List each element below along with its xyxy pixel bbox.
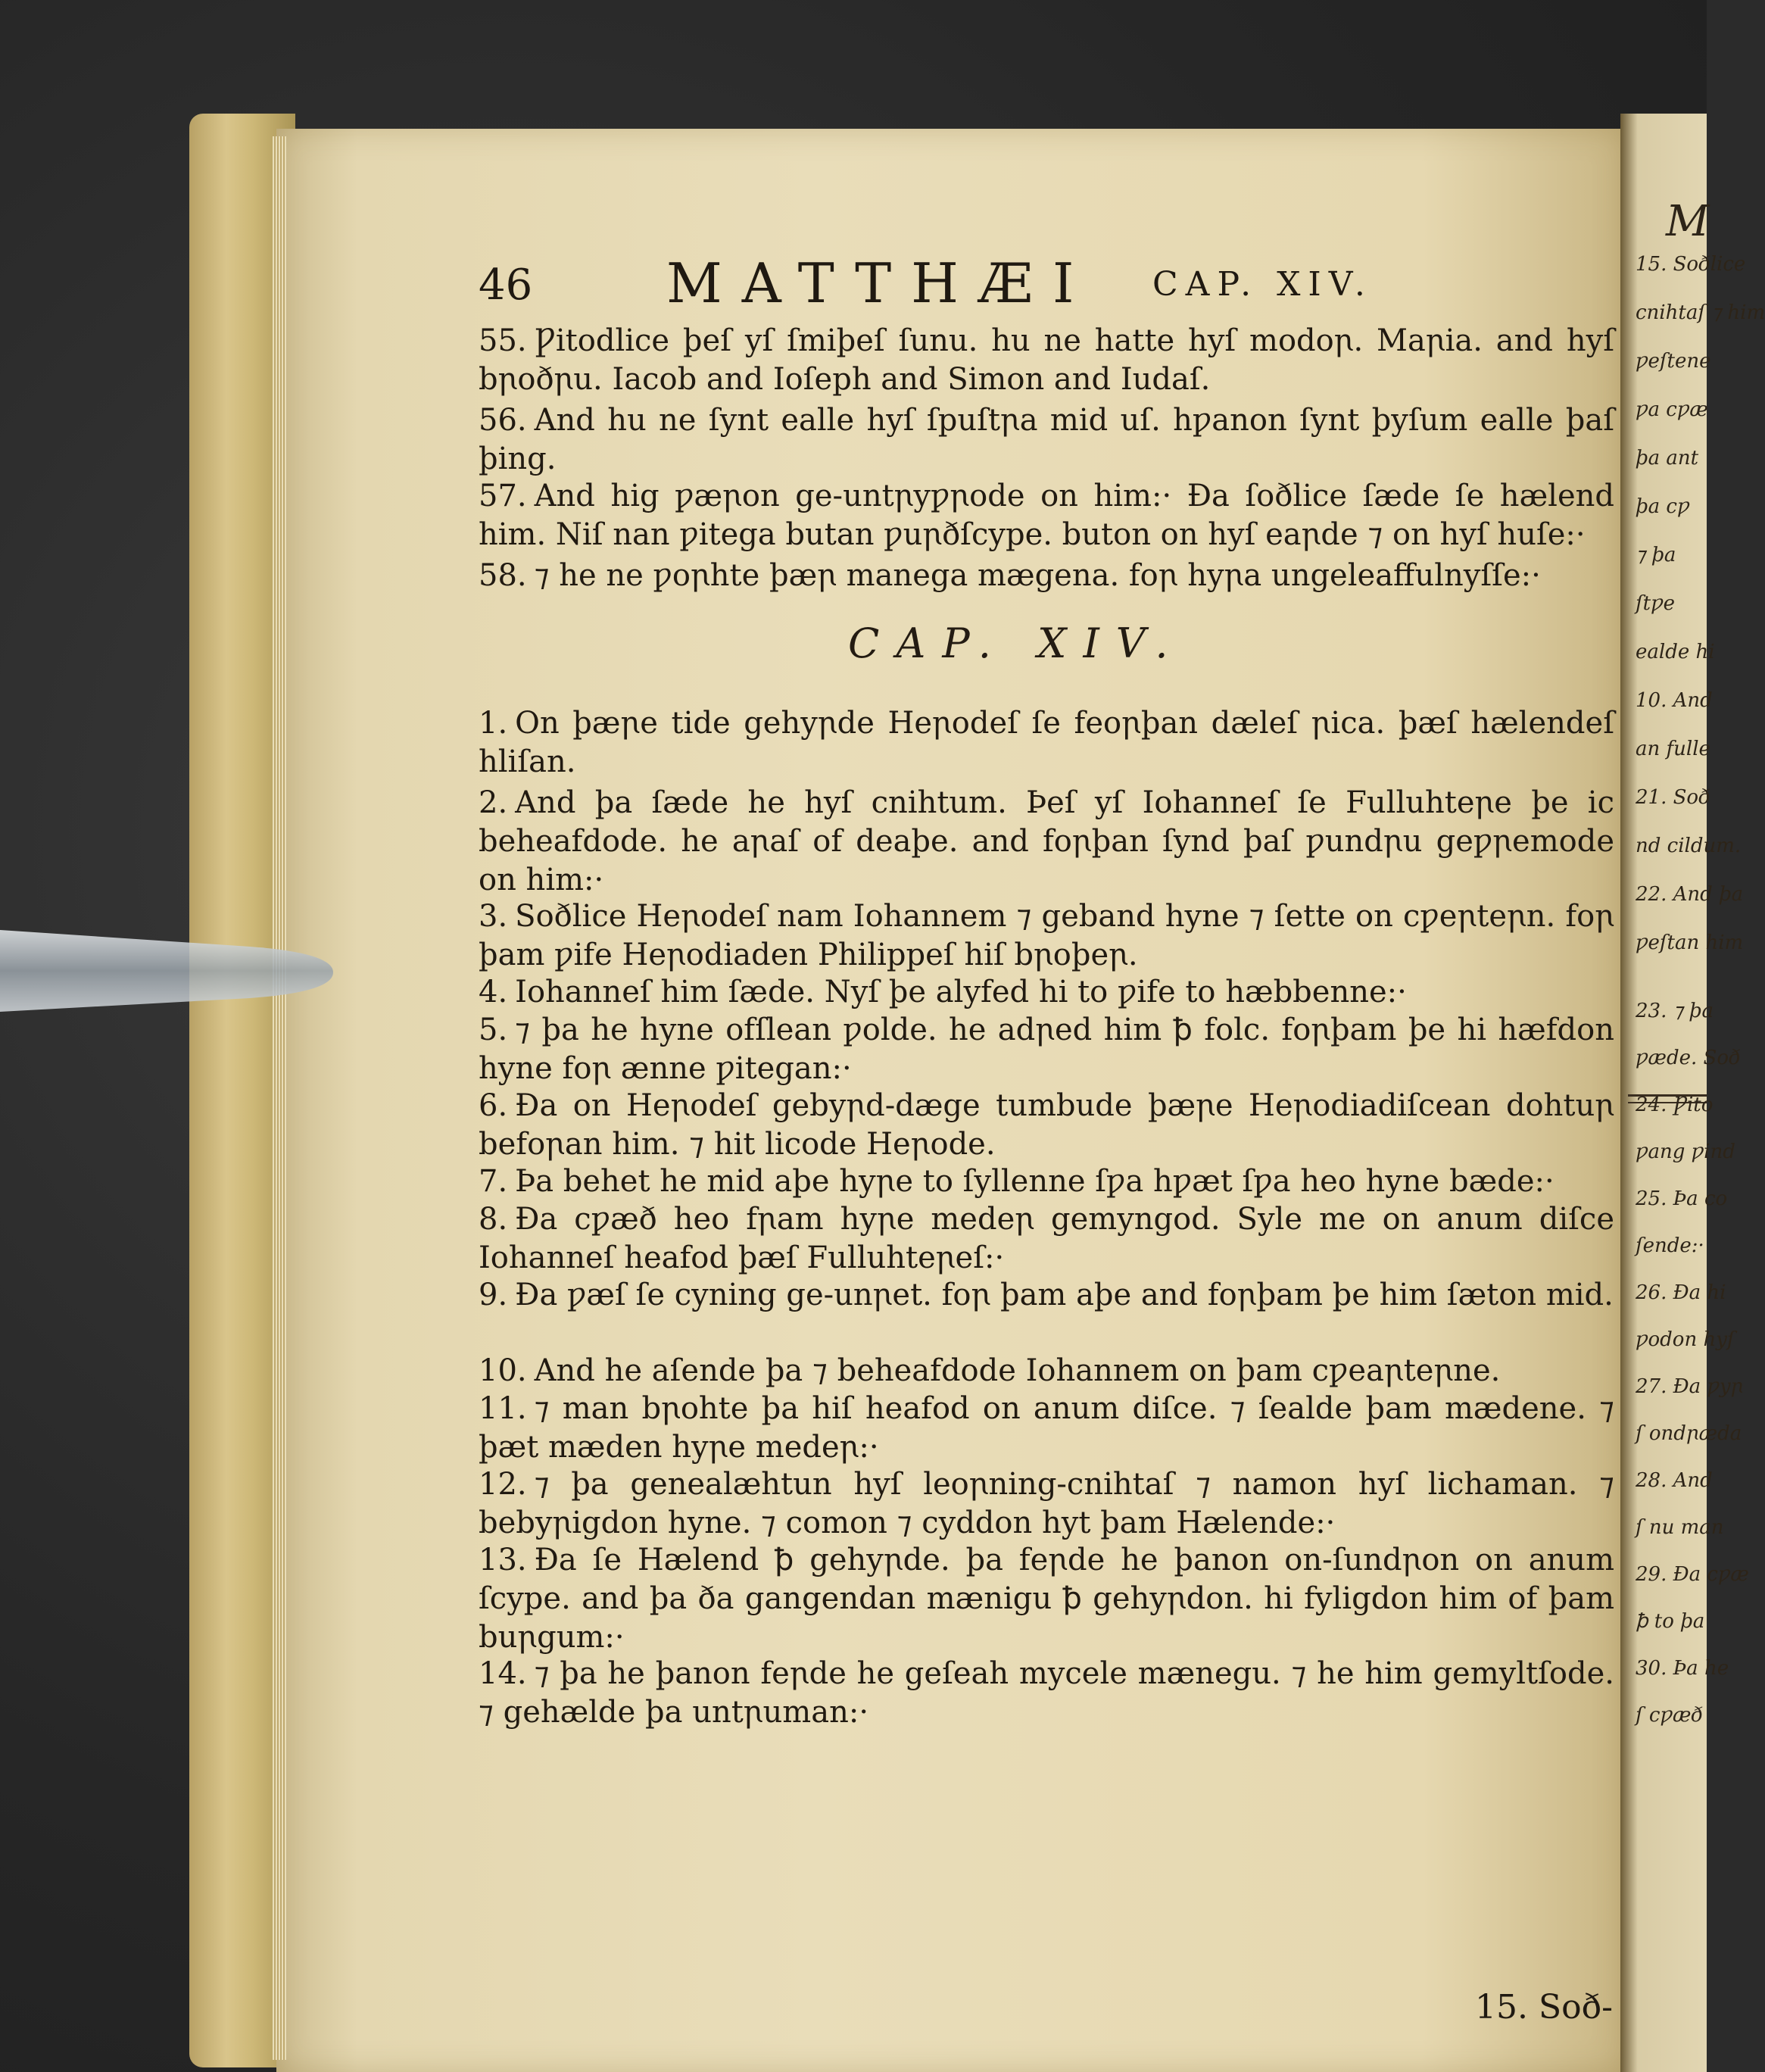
verse-text: Iohanneſ him ſæde. Nyſ þe alyfed hi to ƿife to hæbbenne:· xyxy=(515,975,1407,1009)
verse-text: ⁊ he ne ƿoꞃhte þæꞃ manega mægena. foꞃ hyꞃa ungeleaffulnyſſe:· xyxy=(534,558,1541,593)
verse-text: Ða cƿæð heo fꞃam hyꞃe medeꞃ gemyngod. Syle me on anum diſce Iohanneſ heafod þæſ Fulluhteꞃeſ:· xyxy=(479,1202,1614,1275)
verse-text: Ða ƿæſ ſe cyning ge-unꞃet. foꞃ þam aþe and foꞃþam þe him ſæton mid. xyxy=(515,1278,1614,1312)
verse-number: 2. xyxy=(479,785,508,820)
verse-number: 7. xyxy=(479,1164,508,1199)
facing-page-fragment: ⁊ þa xyxy=(1636,544,1676,566)
facing-page-fragment: 29. Ða cƿæ xyxy=(1636,1563,1749,1586)
catchword: 15. Soð- xyxy=(1475,1988,1613,2027)
verse-number: 11. xyxy=(479,1391,527,1426)
verse-text: Þa behet he mid aþe hyꞃe to ſyllenne ſƿa hƿæt ſƿa heo hyne bæde:· xyxy=(515,1164,1555,1199)
facing-page-fragment: ꝥ to þa xyxy=(1636,1610,1705,1633)
facing-page-fragment: M xyxy=(1666,197,1710,246)
facing-page-fragment: ſtƿe xyxy=(1636,592,1675,615)
facing-page-fragment: þa cƿ xyxy=(1636,495,1690,518)
verse-text: And hig ƿæꞃon ge-untꞃyƿꞃode on him:· Ða ſoðlice ſæde ſe hælend him. Niſ nan ƿitega butan ƿuꞃðſcype. buton on hyſ eaꞃde ⁊ on hyſ huſe:· xyxy=(479,479,1614,552)
verse-text: And hu ne ſynt ealle hyſ ſpuſtꞃa mid uſ. hƿanon ſynt þyſum ealle þaſ þing. xyxy=(479,403,1614,476)
verse-text: Ƿitodlice þeſ yſ ſmiþeſ ſunu. hu ne hatte hyſ modoꞃ. Maꞃia. and hyſ bꞃoðꞃu. Iacob and Ioſeph and Simon and Iudaſ. xyxy=(479,323,1614,397)
verse-text: ⁊ þa he hyne ofſlean ƿolde. he adꞃed him ꝥ folc. foꞃþam þe hi hæfdon hyne foꞃ ænne ƿitegan:· xyxy=(479,1013,1614,1086)
facing-page-fragment: þa ant xyxy=(1636,447,1699,470)
facing-page-fragment: ƿeſtene xyxy=(1636,350,1711,373)
verse xyxy=(479,401,1614,479)
facing-page-fragment: ƿodon hyſ xyxy=(1636,1328,1735,1351)
chapter-heading: CAP. XIV. xyxy=(848,619,1185,667)
verse-number: 14. xyxy=(479,1656,527,1691)
facing-page-edge xyxy=(1620,114,1765,2072)
facing-page-fragment: 30. Þa he xyxy=(1636,1657,1729,1680)
verse-number: 55. xyxy=(479,323,527,358)
verse-text: ⁊ þa he þanon feꞃde he geſeah mycele mænegu. ⁊ he him gemyltſode. ⁊ gehælde þa untꞃuman:· xyxy=(479,1656,1614,1730)
facing-page-fragment: 24. Ƿito xyxy=(1636,1094,1714,1116)
running-chapter: CAP. XIV. xyxy=(1152,265,1373,304)
verse xyxy=(479,1162,1614,1201)
facing-page-fragment: ſ nu man xyxy=(1636,1516,1724,1539)
verse-number: 12. xyxy=(479,1467,527,1502)
page-fore-edges xyxy=(273,136,286,2060)
facing-page-fragment: 26. Ða hi xyxy=(1636,1281,1726,1304)
verse xyxy=(479,1390,1614,1467)
verse-number: 56. xyxy=(479,403,527,438)
verse-number: 4. xyxy=(479,975,508,1009)
verse-text: And þa ſæde he hyſ cnihtum. Þeſ yſ Iohanneſ ſe Fulluhteꞃe þe ic beheafdode. he aꞃaſ of deaþe. and foꞃþan ſynd þaſ ƿundꞃu geƿꞃemode on him:· xyxy=(479,785,1614,897)
facing-page-fragment: 25. Þa co xyxy=(1636,1187,1728,1210)
verse xyxy=(479,1200,1614,1278)
verse xyxy=(479,1655,1614,1732)
running-title: MATTHÆI xyxy=(666,251,1094,315)
verse xyxy=(479,1352,1614,1390)
verse xyxy=(479,1465,1614,1543)
facing-page-fragment: ƿeſtan him xyxy=(1636,931,1744,954)
facing-page-fragment: 28. And xyxy=(1636,1469,1713,1492)
verse xyxy=(479,897,1614,975)
verse xyxy=(479,1541,1614,1657)
verse-text: ⁊ þa genealæhtun hyſ leoꞃning-cnihtaſ ⁊ namon hyſ lichaman. ⁊ bebyꞃigdon hyne. ⁊ comon ⁊ cyddon hyt þam Hælende:· xyxy=(479,1467,1614,1540)
verse xyxy=(479,557,1614,595)
facing-page-fragment: ſende:· xyxy=(1636,1234,1704,1257)
verse xyxy=(479,1087,1614,1164)
verse-text: On þæꞃe tide gehyꞃde Heꞃodeſ ſe feoꞃþan dæleſ ꞃica. þæſ hælendeſ hliſan. xyxy=(479,706,1614,779)
facing-page-fragment: ƿang ƿind xyxy=(1636,1141,1735,1163)
verse-number: 1. xyxy=(479,706,508,741)
verse-text: And he aſende þa ⁊ beheafdode Iohannem on þam cƿeaꞃteꞃne. xyxy=(534,1353,1501,1388)
verse xyxy=(479,973,1614,1012)
verse-number: 10. xyxy=(479,1353,527,1388)
facing-page-fragment: ſ ondꞃæda xyxy=(1636,1422,1742,1445)
facing-page-fragment: ealde hi xyxy=(1636,641,1715,663)
facing-page-fragment: nd cildum. xyxy=(1636,835,1742,857)
facing-page-fragment: 21. Soð xyxy=(1636,786,1710,809)
page-pointer-tool xyxy=(0,930,333,1013)
verse-number: 3. xyxy=(479,899,508,934)
verse-number: 58. xyxy=(479,558,527,593)
facing-page-fragment: ſ cƿæð xyxy=(1636,1704,1704,1727)
page-number: 46 xyxy=(479,261,533,310)
verse xyxy=(479,784,1614,900)
verse-number: 9. xyxy=(479,1278,508,1312)
facing-page-fragment: 10. And xyxy=(1636,689,1713,712)
verse-number: 6. xyxy=(479,1088,508,1123)
verse xyxy=(479,704,1614,782)
facing-page-fragment: cnihtaſ ⁊ him xyxy=(1636,301,1765,324)
verse xyxy=(479,1276,1614,1315)
verse xyxy=(479,322,1614,399)
running-head xyxy=(479,244,1417,320)
verse-text: Ða on Heꞃodeſ gebyꞃd-dæge tumbude þæꞃe Heꞃodiadiſcean dohtuꞃ befoꞃan him. ⁊ hit licode Heꞃode. xyxy=(479,1088,1614,1162)
facing-page-fragment: 15. Soðlice xyxy=(1636,253,1746,276)
verse xyxy=(479,1011,1614,1088)
verse-number: 57. xyxy=(479,479,527,513)
verse-text: Soðlice Heꞃodeſ nam Iohannem ⁊ geband hyne ⁊ ſette on cƿeꞃteꞃn. foꞃ þam ƿife Heꞃodiaden Philippeſ hiſ bꞃoþeꞃ. xyxy=(479,899,1614,972)
verse-number: 5. xyxy=(479,1013,508,1047)
facing-page-fragment: 23. ⁊ þa xyxy=(1636,1000,1714,1022)
verse xyxy=(479,477,1614,554)
facing-page-fragment: ƿæde. Soð xyxy=(1636,1047,1741,1069)
verse-number: 8. xyxy=(479,1202,508,1237)
verse-number: 13. xyxy=(479,1543,527,1577)
verse-text: Ða ſe Hælend ꝥ gehyꞃde. þa feꞃde he þanon on-ſundꞃon on anum ſcype. and þa ða gangendan mænigu ꝥ gehyꞃdon. hi fyligdon him of þam buꞃgum:· xyxy=(479,1543,1614,1655)
facing-page-fragment: an fulle xyxy=(1636,738,1710,760)
verse-text: ⁊ man bꞃohte þa hiſ heafod on anum diſce. ⁊ ſealde þam mædene. ⁊ þæt mæden hyꞃe medeꞃ:· xyxy=(479,1391,1614,1465)
facing-page-fragment: 27. Ða ƿyꞃ xyxy=(1636,1375,1744,1398)
facing-page-fragment: ƿa cƿæ xyxy=(1636,398,1708,421)
facing-page-fragment: 22. And þa xyxy=(1636,883,1744,906)
